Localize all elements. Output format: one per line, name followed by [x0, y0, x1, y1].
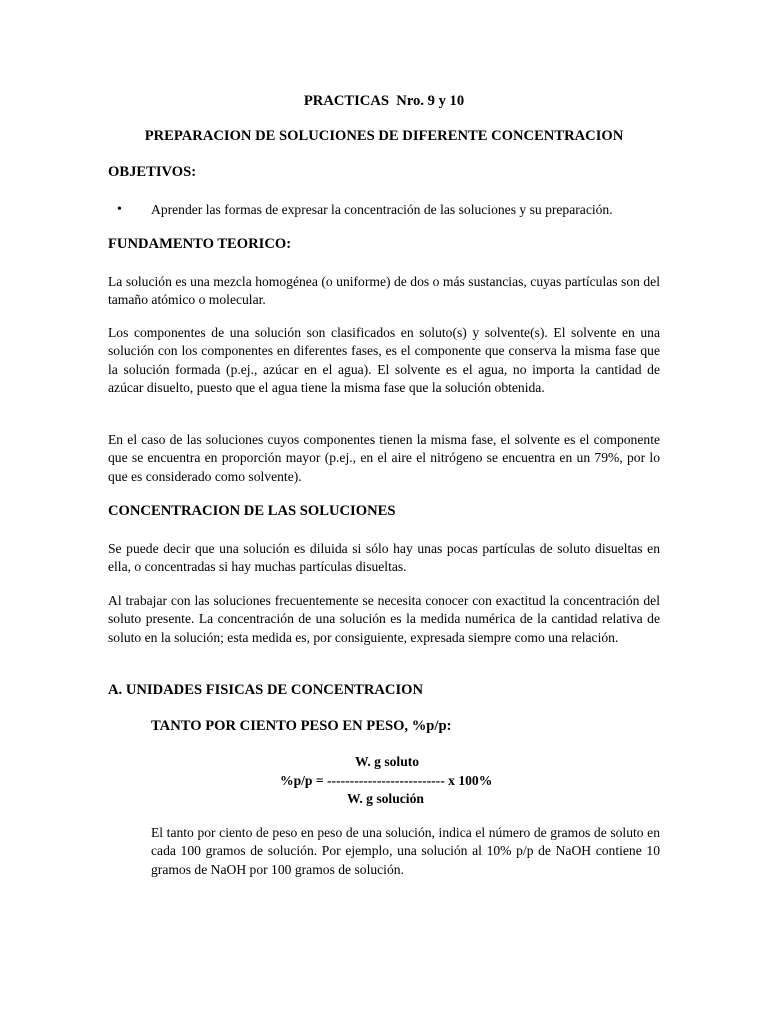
concentracion-heading: CONCENTRACION DE LAS SOLUCIONES — [108, 503, 396, 519]
unidades-heading: A. UNIDADES FISICAS DE CONCENTRACION — [108, 682, 424, 698]
formula-denominator: W. g solución — [347, 791, 424, 806]
unidades-paragraph-1: El tanto por ciento de peso en peso de una solución, indica el número de gramos de soluto en cada 100 gramos de solución. Por ejemplo, una solución al 10% p/p de NaOH contiene 10 gramos de NaOH por 100 gramos de solución. — [151, 825, 660, 877]
fundamento-paragraph-2: Los componentes de una solución son clasificados en soluto(s) y solvente(s). El solvente en una solución con los componentes en diferentes fases, es el componente que conserva la misma fase que la solución formada (p.ej., azúcar en el agua). El solvente es el agua, no importa la cantidad de azúcar disuelto, puesto que el agua tiene la misma fase que la solución obtenida. — [108, 325, 660, 396]
concentracion-paragraph-2: Al trabajar con las soluciones frecuentemente se necesita conocer con exactitud la concentración del soluto presente. La concentración de una solución es la medida numérica de la cantidad relativa de soluto en la solución; esta medida es, por consiguiente, expresada siempre como una relación. — [108, 593, 660, 645]
objetivos-heading: OBJETIVOS: — [108, 164, 197, 180]
formula-line: %p/p = -------------------------- x 100% — [280, 773, 493, 788]
practice-title: PRACTICAS Nro. 9 y 10 — [303, 93, 465, 109]
concentracion-paragraph-1: Se puede decir que una solución es diluida si sólo hay unas pocas partículas de soluto disueltas en ella, o concentradas si hay muchas partículas disueltas. — [108, 541, 660, 575]
bullet-icon: • — [117, 202, 122, 217]
fundamento-paragraph-1: La solución es una mezcla homogénea (o uniforme) de dos o más sustancias, cuyas partículas son del tamaño atómico o molecular. — [108, 274, 660, 308]
document-subtitle: PREPARACION DE SOLUCIONES DE DIFERENTE CONCENTRACION — [144, 128, 624, 144]
formula-numerator: W. g soluto — [355, 754, 420, 769]
objetivo-bullet-text: Aprender las formas de expresar la concentración de las soluciones y su preparación. — [151, 202, 613, 217]
tanto-por-ciento-heading: TANTO POR CIENTO PESO EN PESO, %p/p: — [151, 718, 452, 734]
fundamento-heading: FUNDAMENTO TEORICO: — [108, 236, 292, 252]
fundamento-paragraph-3: En el caso de las soluciones cuyos componentes tienen la misma fase, el solvente es el componente que se encuentra en proporción mayor (p.ej., en el aire el nitrógeno se encuentra en un 79%, por lo que es considerado como solvente). — [108, 432, 660, 484]
